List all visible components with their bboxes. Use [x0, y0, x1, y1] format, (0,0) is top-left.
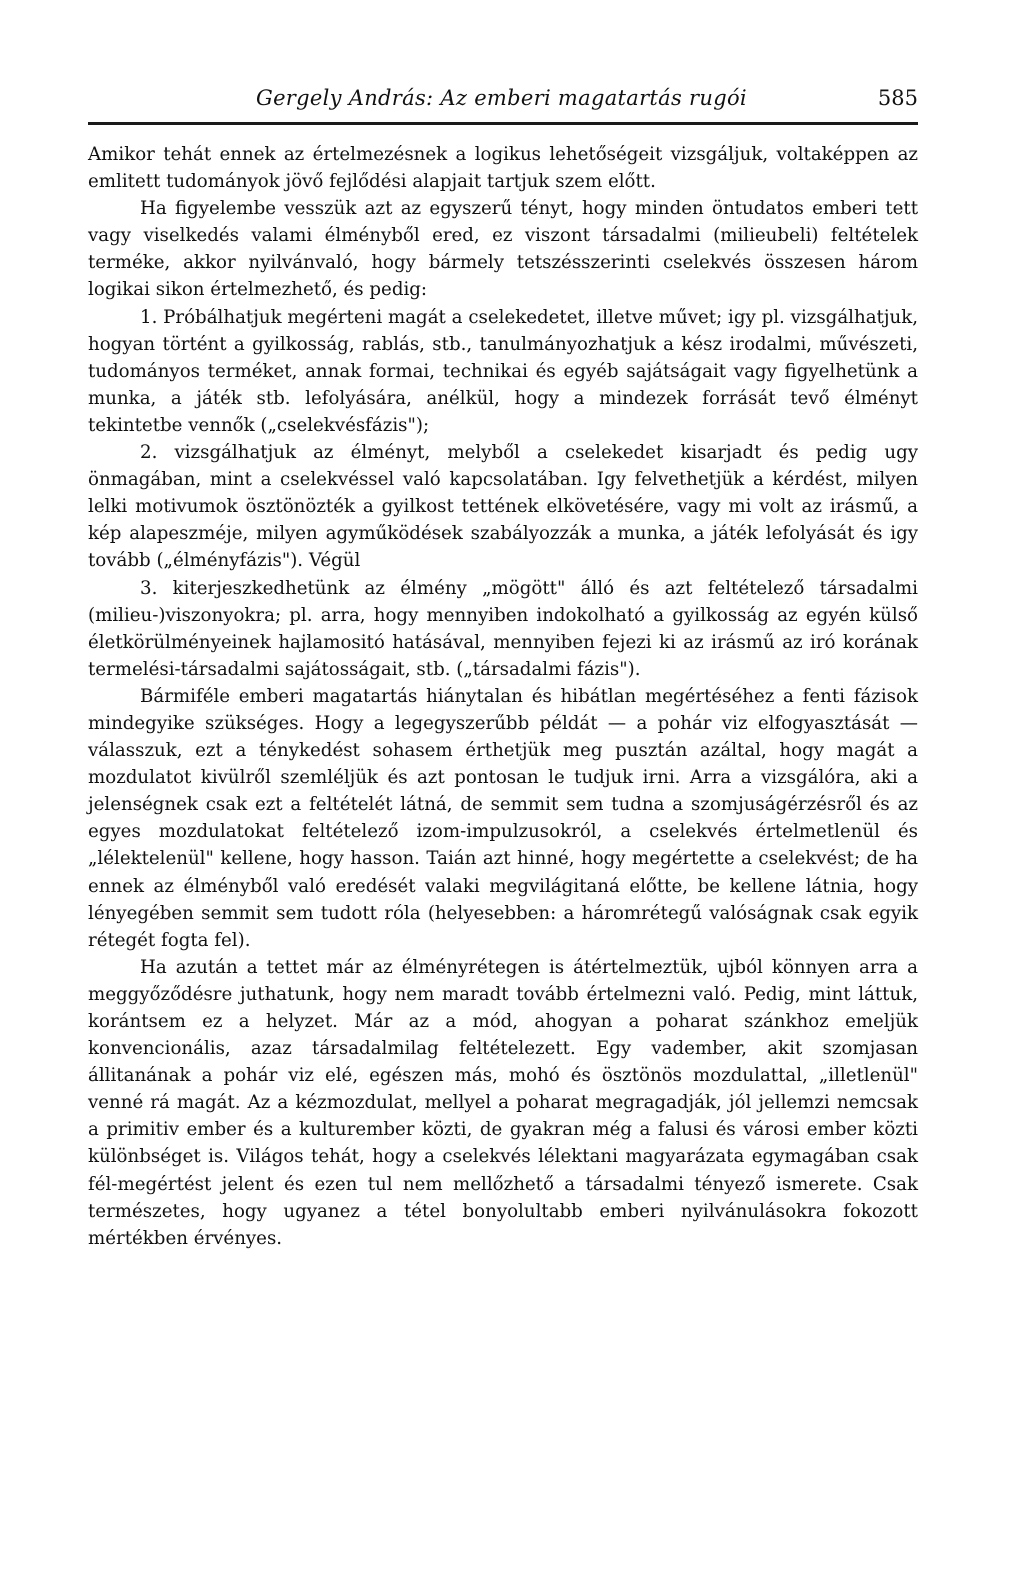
running-header	[88, 86, 918, 126]
page-number: 585	[877, 86, 918, 110]
paragraph-conclusion: Ha azután a tettet már az élményrétegen is átértelmeztük, ujból könnyen arra a meggyőződésre juthatunk, hogy nem maradt tovább értelmezni való. Pedig, mint láttuk, korántsem ez a helyzet. Már az a mód, ahogyan a poharat szánkhoz emeljük konvencionális, azaz társadalmilag feltételezett. Egy vadember, akit szomjasan állitanának a pohár viz elé, egészen más, mohó és ösztönös mozdulattal, „illetlenül" venné rá magát. Az a kézmozdulat, mellyel a poharat megragadják, jól jellemzi nemcsak a primitiv ember és a kulturember közti, de gyakran még a falusi és városi ember közti különbséget is. Világos tehát, hogy a cselekvés lélektani magyarázata egymagában csak fél-megértést jelent és ezen tul nem mellőzhető a társadalmi tényező ismerete. Csak természetes, hogy ugyanez a tétel bonyolultabb emberi nyilvánulásokra fokozott mértékben érvényes.	[88, 956, 918, 1249]
paragraph-premise: Ha figyelembe vesszük azt az egyszerű tényt, hogy minden öntudatos emberi tett vagy viselkedés valami élményből ered, ez viszont társadalmi (milieubeli) feltételek terméke, akkor nyilvánvaló, hogy bármely tetszésszerinti cselekvés összesen három logikai sikon értelmezhető, és pedig:	[88, 198, 918, 301]
book-page	[88, 0, 918, 1578]
paragraph-point-3: 3. kiterjeszkedhetünk az élmény „mögött" álló és azt feltételező társadalmi (milieu-)viszonyokra; pl. arra, hogy mennyiben indokolható a gyilkosság az egyén külső életkörülményeinek hajlamositó hatásával, mennyiben fejezi ki az irásmű az iró korának termelési-társadalmi sajátosságait, stb. („társadalmi fázis").	[88, 577, 918, 680]
paragraph-intro: Amikor tehát ennek az értelmezésnek a logikus lehetőségeit vizsgáljuk, voltaképpen az emlitett tudományok jövő fejlődési alapjait tartjuk szem előtt.	[88, 144, 918, 193]
paragraph-point-1: 1. Próbálhatjuk megérteni magát a cselekedetet, illetve művet; igy pl. vizsgálhatjuk, hogyan történt a gyilkosság, rablás, stb., tanulmányozhatjuk a kész irodalmi, művészeti, tudományos terméket, annak formai, technikai és egyéb sajátságait vagy figyelhetünk a munka, a játék stb. lefolyására, anélkül, hogy a mindezek forrását tevő élményt tekintetbe vennők („cselekvésfázis");	[88, 306, 918, 436]
running-title: Gergely András: Az emberi magatartás rugói	[256, 86, 747, 110]
body-text	[88, 141, 918, 1252]
header-rule	[88, 122, 918, 125]
paragraph-point-2: 2. vizsgálhatjuk az élményt, melyből a cselekedet kisarjadt és pedig ugy önmagában, mint a cselekvéssel való kapcsolatában. Igy felvethetjük a kérdést, milyen lelki motivumok ösztönözték a gyilkost tettének elkövetésére, vagy mi volt az irásmű, a kép alapeszméje, milyen agyműködések szabályozzák a munka, a játék lefolyását és igy tovább („élményfázis"). Végül	[88, 442, 918, 572]
paragraph-example: Bármiféle emberi magatartás hiánytalan és hibátlan megértéséhez a fenti fázisok mindegyike szükséges. Hogy a legegyszerűbb példát — a pohár viz elfogyasztását — válasszuk, ezt a ténykedést sohasem érthetjük meg pusztán azáltal, hogy magát a mozdulatot kivülről szemléljük és azt pontosan le tudjuk irni. Arra a vizsgálóra, aki a jelenségnek csak ezt a feltételét látná, de semmit sem tudna a szomjuságérzésről és az egyes mozdulatokat feltételező izom-impulzusokról, a cselekvés értelmetlenül és „lélektelenül" kellene, hogy hasson. Taián azt hinné, hogy megértette a cselekvést; de ha ennek az élményből való eredését valaki megvilágitaná előtte, be kellene látnia, hogy lényegében semmit sem tudott róla (helyesebben: a háromrétegű valóságnak csak egyik rétegét fogta fel).	[88, 685, 918, 951]
